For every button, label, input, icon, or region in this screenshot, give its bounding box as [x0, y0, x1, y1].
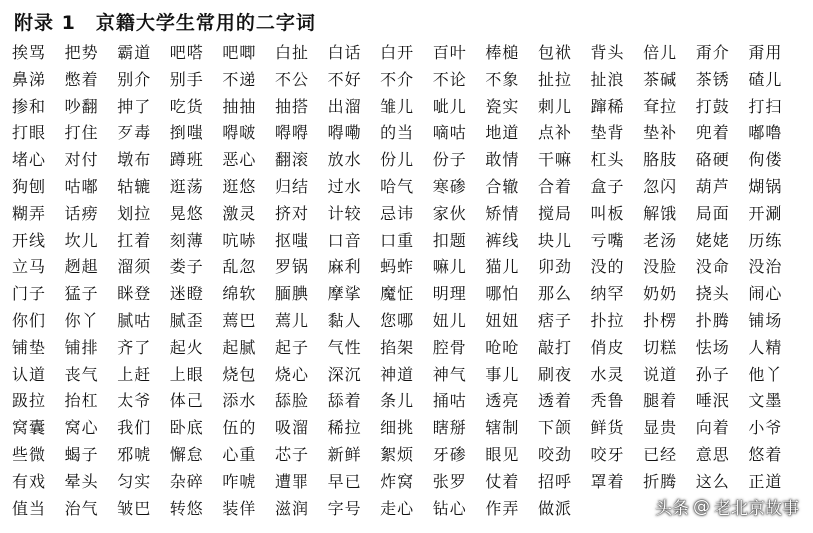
- word-cell: 体己: [169, 391, 204, 411]
- word-cell: 眯登: [117, 284, 152, 304]
- word-cell: 瞎掰: [432, 418, 467, 438]
- word-cell: 把势: [64, 43, 99, 62]
- word-cell: 值当: [12, 498, 47, 518]
- word-cell: 坎儿: [64, 230, 99, 250]
- word-cell: 仗着: [485, 471, 520, 491]
- word-cell: 魔怔: [380, 284, 415, 304]
- word-cell: 铺场: [748, 310, 783, 330]
- word-cell: 寒碜: [432, 176, 467, 196]
- word-cell: 裤线: [485, 230, 520, 250]
- word-cell: 扣题: [432, 230, 467, 250]
- word-cell: 吭哧: [222, 230, 257, 250]
- word-cell: 咕嘟: [64, 176, 99, 196]
- word-cell: 点补: [537, 123, 572, 143]
- word-cell: 杠头: [590, 150, 625, 170]
- word-cell: 已经: [643, 444, 678, 464]
- word-cell: 窝心: [64, 418, 99, 438]
- word-cell: 添水: [222, 391, 257, 411]
- word-cell: 佝偻: [748, 150, 783, 170]
- word-cell: 姥姥: [695, 230, 730, 250]
- word-cell: 芯子: [274, 444, 309, 464]
- word-cell: 起火: [169, 337, 204, 357]
- word-cell: 透亮: [485, 391, 520, 411]
- word-cell: 恶心: [222, 150, 257, 170]
- word-cell: 开线: [12, 230, 47, 250]
- word-cell: 向着: [695, 418, 730, 438]
- word-cell: 邪唬: [117, 444, 152, 464]
- word-cell: 轱辘: [117, 176, 152, 196]
- word-cell: 细挑: [380, 418, 415, 438]
- word-cell: 折腾: [643, 471, 678, 491]
- word-cell: 蹿稀: [590, 96, 625, 116]
- word-cell: 悠着: [748, 444, 783, 464]
- word-cell: 秃鲁: [590, 391, 625, 411]
- word-cell: 腻歪: [169, 310, 204, 330]
- word-cell: 闹心: [748, 284, 783, 304]
- word-cell: 文墨: [748, 391, 783, 411]
- word-cell: 齐了: [117, 337, 152, 357]
- word-cell: 字号: [327, 498, 362, 518]
- word-cell: 嘚嘞: [327, 123, 362, 143]
- word-cell: 歹毒: [117, 123, 152, 143]
- word-cell: 纳罕: [590, 284, 625, 304]
- word-cell: 腻咕: [117, 310, 152, 330]
- word-cell: 摩挲: [327, 284, 362, 304]
- word-cell: 葫芦: [695, 176, 730, 196]
- word-cell: 意思: [695, 444, 730, 464]
- word-cell: 装佯: [222, 498, 257, 518]
- word-cell: 计较: [327, 203, 362, 223]
- word-cell: 麻利: [327, 257, 362, 277]
- word-cell: 孙子: [695, 364, 730, 384]
- word-cell: 话痨: [64, 203, 99, 223]
- word-cell: 耷拉: [643, 96, 678, 116]
- word-cell: 正道: [748, 471, 783, 491]
- word-cell: 气性: [327, 337, 362, 357]
- word-cell: 迷瞪: [169, 284, 204, 304]
- word-cell: [591, 496, 644, 523]
- word-cell: 窝囊: [12, 418, 47, 438]
- word-cell: 吧唧: [222, 43, 257, 62]
- word-cell: 口音: [327, 230, 362, 250]
- word-cell: 起子: [274, 337, 309, 357]
- word-cell: 打鼓: [695, 96, 730, 116]
- word-cell: 狗刨: [12, 176, 47, 196]
- word-cell: 捯嗤: [169, 123, 204, 143]
- word-cell: 咬劲: [537, 444, 572, 464]
- word-cell: 趔趄: [64, 257, 99, 277]
- word-cell: 不介: [380, 69, 415, 89]
- word-cell: 晃悠: [169, 203, 204, 223]
- word-cell: 絮烦: [380, 444, 415, 464]
- word-cell: 腿着: [643, 391, 678, 411]
- word-cell: 人精: [748, 337, 783, 357]
- word-cell: 份儿: [380, 150, 415, 170]
- word-cell: 钻心: [432, 498, 467, 518]
- word-cell: 掐架: [380, 337, 415, 357]
- word-cell: 掺和: [12, 96, 47, 116]
- word-cell: 心重: [222, 444, 257, 464]
- word-cell: 深沉: [327, 364, 362, 384]
- word-cell: 咋唬: [222, 471, 257, 491]
- word-cell: 丧气: [64, 364, 99, 384]
- word-cell: 我们: [117, 418, 152, 438]
- word-cell: 亏嘴: [590, 230, 625, 250]
- word-cell: 别介: [117, 69, 152, 89]
- word-cell: 张罗: [432, 471, 467, 491]
- word-cell: 杂碎: [169, 471, 204, 491]
- word-cell: 刷夜: [537, 364, 572, 384]
- word-cell: 立马: [12, 257, 47, 277]
- word-cell: 这么: [695, 471, 730, 491]
- word-cell: 些微: [12, 444, 47, 464]
- word-cell: 搅局: [537, 203, 572, 223]
- word-cell: 刺儿: [537, 96, 572, 116]
- word-cell: 唾泯: [695, 391, 730, 411]
- word-cell: 嘚嘚: [274, 123, 309, 143]
- watermark-at-sign: @: [693, 496, 710, 517]
- word-cell: 百叶: [432, 43, 467, 62]
- word-cell: 透着: [537, 391, 572, 411]
- word-cell: 扯拉: [537, 69, 572, 89]
- word-cell: 治气: [64, 498, 99, 518]
- word-cell: 激灵: [222, 203, 257, 223]
- word-cell: 扛着: [117, 230, 152, 250]
- word-cell: 合着: [537, 176, 572, 196]
- word-cell: 懈怠: [169, 444, 204, 464]
- word-cell: 显贵: [643, 418, 678, 438]
- word-cell: 铺垫: [12, 337, 47, 357]
- word-cell: 茶碱: [643, 69, 678, 89]
- word-cell: 没命: [695, 257, 730, 277]
- word-cell: 神气: [432, 364, 467, 384]
- word-cell: 不公: [274, 69, 309, 89]
- word-cell: 蝎子: [64, 444, 99, 464]
- word-cell: 蚂蚱: [380, 257, 415, 277]
- word-cell: 奶奶: [643, 284, 678, 304]
- word-cell: 划拉: [117, 203, 152, 223]
- word-cell: 事儿: [485, 364, 520, 384]
- word-cell: 新鲜: [327, 444, 362, 464]
- word-cell: 趿拉: [12, 391, 47, 411]
- word-cell: 水灵: [590, 364, 625, 384]
- word-cell: 神道: [380, 364, 415, 384]
- word-cell: 扯浪: [590, 69, 625, 89]
- word-cell: 卯劲: [537, 257, 572, 277]
- word-cell: 归结: [274, 176, 309, 196]
- word-cell: 有戏: [12, 471, 47, 491]
- word-cell: 鲜货: [590, 418, 625, 438]
- word-cell: 历练: [748, 230, 783, 250]
- word-cell: 嘟噜: [748, 123, 783, 143]
- word-cell: 早已: [327, 471, 362, 491]
- word-cell: 扑拉: [590, 310, 625, 330]
- word-cell: 太爷: [117, 391, 152, 411]
- word-cell: 腔骨: [432, 337, 467, 357]
- word-cell: 口重: [380, 230, 415, 250]
- word-cell: 墩布: [117, 150, 152, 170]
- word-cell: 晕头: [64, 471, 99, 491]
- word-cell: 起腻: [222, 337, 257, 357]
- word-cell: 煳锅: [748, 176, 783, 196]
- word-cell: 合辙: [485, 176, 520, 196]
- word-cell: 说道: [643, 364, 678, 384]
- word-cell: 茶锈: [695, 69, 730, 89]
- word-cell: 烧心: [274, 364, 309, 384]
- word-cell: 稀拉: [327, 418, 362, 438]
- word-cell: 他丫: [748, 364, 783, 384]
- word-cell: 挨骂: [12, 43, 47, 62]
- word-cell: 糊弄: [12, 203, 47, 223]
- word-cell: 那么: [537, 284, 572, 304]
- word-cell: 出溜: [327, 96, 362, 116]
- word-cell: 忽闪: [643, 176, 678, 196]
- word-cell: 蹲班: [169, 150, 204, 170]
- word-cell: 挤对: [274, 203, 309, 223]
- word-cell: 打眼: [12, 123, 47, 143]
- word-cell: 门子: [12, 284, 47, 304]
- word-cell: 没的: [590, 257, 625, 277]
- word-cell: 甭介: [695, 43, 730, 62]
- word-cell: 没脸: [643, 257, 678, 277]
- word-cell: 牙碜: [432, 444, 467, 464]
- word-cell: 你丫: [64, 310, 99, 330]
- word-cell: 倍儿: [643, 43, 678, 62]
- word-cell: 忌讳: [380, 203, 415, 223]
- word-cell: 您哪: [380, 310, 415, 330]
- word-cell: 做派: [537, 498, 572, 518]
- word-cell: 作弄: [485, 498, 520, 518]
- word-cell: 打扫: [748, 96, 783, 116]
- word-cell: 妞妞: [485, 310, 520, 330]
- word-cell: 滋润: [274, 498, 309, 518]
- word-cell: 打住: [64, 123, 99, 143]
- word-cell: 卧底: [169, 418, 204, 438]
- word-cell: 敲打: [537, 337, 572, 357]
- word-cell: 霸道: [117, 43, 152, 62]
- word-cell: 不论: [432, 69, 467, 89]
- page-header: [14, 6, 316, 36]
- word-grid: [12, 40, 802, 522]
- word-cell: 妞儿: [432, 310, 467, 330]
- word-cell: 鼻涕: [12, 69, 47, 89]
- word-cell: 胳肢: [643, 150, 678, 170]
- word-cell: 猫儿: [485, 257, 520, 277]
- word-cell: 盒子: [590, 176, 625, 196]
- word-cell: 绵软: [222, 284, 257, 304]
- word-cell: 咬牙: [590, 444, 625, 464]
- word-cell: 呛呛: [485, 337, 520, 357]
- word-cell: 铺排: [64, 337, 99, 357]
- word-cell: 抽搭: [274, 96, 309, 116]
- word-cell: 抠嗤: [274, 230, 309, 250]
- word-cell: 堵心: [12, 150, 47, 170]
- word-cell: 叫板: [590, 203, 625, 223]
- watermark: [655, 494, 799, 519]
- word-cell: 雏儿: [380, 96, 415, 116]
- word-cell: 瓷实: [485, 96, 520, 116]
- appendix-label: 附录 1: [14, 11, 76, 34]
- word-cell: 吸溜: [274, 418, 309, 438]
- watermark-source: 头条: [655, 499, 689, 519]
- word-cell: 矫情: [485, 203, 520, 223]
- word-cell: 猛子: [64, 284, 99, 304]
- word-cell: 不好: [327, 69, 362, 89]
- word-cell: 不象: [485, 69, 520, 89]
- word-cell: 白开: [380, 43, 415, 62]
- word-cell: 背头: [590, 43, 625, 62]
- word-cell: 地道: [485, 123, 520, 143]
- word-cell: 抻了: [117, 96, 152, 116]
- word-cell: 没治: [748, 257, 783, 277]
- watermark-account: 老北京故事: [714, 499, 799, 519]
- word-cell: 憋着: [64, 69, 99, 89]
- word-cell: 抬杠: [64, 391, 99, 411]
- word-cell: 认道: [12, 364, 47, 384]
- word-cell: 呲儿: [432, 96, 467, 116]
- word-cell: 俏皮: [590, 337, 625, 357]
- word-cell: 块儿: [537, 230, 572, 250]
- word-cell: 你们: [12, 310, 47, 330]
- word-cell: 匀实: [117, 471, 152, 491]
- word-cell: 家伙: [432, 203, 467, 223]
- word-cell: 黏人: [327, 310, 362, 330]
- word-cell: 敢情: [485, 150, 520, 170]
- word-cell: 棒槌: [485, 43, 520, 62]
- word-cell: 抽抽: [222, 96, 257, 116]
- word-cell: 舔脸: [274, 391, 309, 411]
- word-cell: 别手: [169, 69, 204, 89]
- word-cell: 嘚啵: [222, 123, 257, 143]
- word-cell: 乱忽: [222, 257, 257, 277]
- word-cell: 局面: [695, 203, 730, 223]
- word-cell: 翻滚: [274, 150, 309, 170]
- word-cell: 眼见: [485, 444, 520, 464]
- word-cell: 皱巴: [117, 498, 152, 518]
- word-cell: 上眼: [169, 364, 204, 384]
- word-cell: 辖制: [485, 418, 520, 438]
- word-cell: 哈气: [380, 176, 415, 196]
- word-cell: 蔫儿: [274, 310, 309, 330]
- word-cell: 解饿: [643, 203, 678, 223]
- word-cell: 的当: [380, 123, 415, 143]
- word-cell: 条儿: [380, 391, 415, 411]
- word-cell: 伍的: [222, 418, 257, 438]
- word-cell: 刻薄: [169, 230, 204, 250]
- word-cell: 遭罪: [274, 471, 309, 491]
- word-cell: 甭用: [748, 43, 783, 62]
- word-cell: 嘛儿: [432, 257, 467, 277]
- word-cell: 烧包: [222, 364, 257, 384]
- word-cell: 过水: [327, 176, 362, 196]
- word-cell: 炸窝: [380, 471, 415, 491]
- word-cell: 逛悠: [222, 176, 257, 196]
- word-cell: 开涮: [748, 203, 783, 223]
- word-cell: 走心: [380, 498, 415, 518]
- word-cell: 扑腾: [695, 310, 730, 330]
- page-title: 京籍大学生常用的二字词: [95, 11, 316, 34]
- word-cell: 放水: [327, 150, 362, 170]
- word-cell: 明理: [432, 284, 467, 304]
- word-cell: 垫补: [643, 123, 678, 143]
- word-cell: 白话: [327, 43, 362, 62]
- word-cell: 挠头: [695, 284, 730, 304]
- word-cell: 转悠: [169, 498, 204, 518]
- word-cell: 吧嗒: [169, 43, 204, 62]
- word-cell: 小爷: [748, 418, 783, 438]
- word-cell: 吃货: [169, 96, 204, 116]
- word-cell: 硌硬: [695, 150, 730, 170]
- word-cell: 吵翻: [64, 96, 99, 116]
- word-cell: 捅咕: [432, 391, 467, 411]
- word-cell: 包袱: [537, 43, 572, 62]
- word-cell: 老汤: [643, 230, 678, 250]
- word-cell: 干嘛: [537, 150, 572, 170]
- word-cell: 罗锅: [274, 257, 309, 277]
- word-cell: 扑楞: [643, 310, 678, 330]
- word-cell: 不递: [222, 69, 257, 89]
- word-cell: 碴儿: [748, 69, 783, 89]
- word-cell: 份子: [432, 150, 467, 170]
- word-cell: 垫背: [590, 123, 625, 143]
- word-cell: 溜须: [117, 257, 152, 277]
- word-cell: 上赶: [117, 364, 152, 384]
- word-cell: 逛荡: [169, 176, 204, 196]
- word-cell: 哪怕: [485, 284, 520, 304]
- word-cell: 罩着: [590, 471, 625, 491]
- word-cell: 蔫巴: [222, 310, 257, 330]
- word-cell: 娄子: [169, 257, 204, 277]
- word-cell: 下颌: [537, 418, 572, 438]
- word-cell: 白扯: [274, 43, 309, 62]
- word-cell: 舔着: [327, 391, 362, 411]
- word-cell: 切糕: [643, 337, 678, 357]
- word-cell: 痞子: [537, 310, 572, 330]
- word-cell: 兜着: [695, 123, 730, 143]
- word-cell: 招呼: [537, 471, 572, 491]
- word-cell: 腼腆: [274, 284, 309, 304]
- word-cell: 嘀咕: [432, 123, 467, 143]
- word-cell: 对付: [64, 150, 99, 170]
- word-cell: 怯场: [695, 337, 730, 357]
